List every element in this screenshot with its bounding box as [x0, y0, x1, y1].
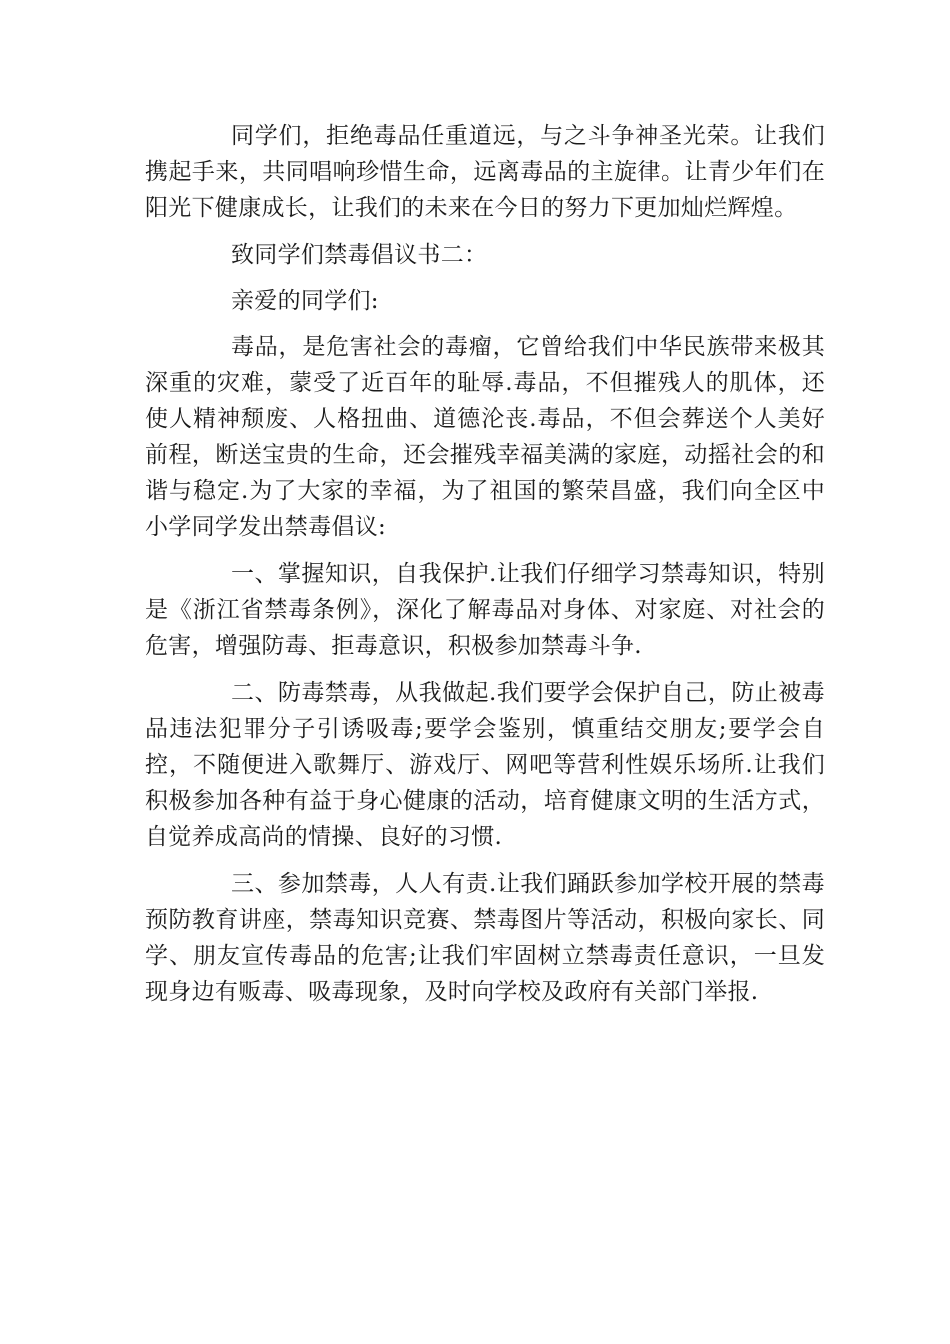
paragraph-point-two: 二、防毒禁毒，从我做起.我们要学会保护自己，防止被毒品违法犯罪分子引诱吸毒;要学会鉴别，慎重结交朋友;要学会自控，不随便进入歌舞厅、游戏厅、网吧等营利性娱乐场所.让我们积极参加各种有益于身心健康的活动，培育健康文明的生活方式，自觉养成高尚的情操、良好的习惯. [145, 680, 825, 850]
section-title: 致同学们禁毒倡议书二： [231, 242, 488, 268]
document-body [145, 118, 825, 1021]
paragraph-intro: 毒品，是危害社会的毒瘤，它曾给我们中华民族带来极其深重的灾难，蒙受了近百年的耻辱.毒品，不但摧残人的肌体，还使人精神颓废、人格扭曲、道德沦丧.毒品，不但会葬送个人美好前程，断送宝贵的生命，还会摧残幸福美满的家庭，动摇社会的和谐与稳定.为了大家的幸福，为了祖国的繁荣昌盛，我们向全区中小学同学发出禁毒倡议: [145, 334, 825, 540]
paragraph-closing: 同学们，拒绝毒品任重道远，与之斗争神圣光荣。让我们携起手来，共同唱响珍惜生命，远离毒品的主旋律。让青少年们在阳光下健康成长，让我们的未来在今日的努力下更加灿烂辉煌。 [145, 123, 825, 221]
paragraph-point-three: 三、参加禁毒，人人有责.让我们踊跃参加学校开展的禁毒预防教育讲座，禁毒知识竞赛、禁毒图片等活动，积极向家长、同学、朋友宣传毒品的危害;让我们牢固树立禁毒责任意识，一旦发现身边有贩毒、吸毒现象，及时向学校及政府有关部门举报. [145, 871, 825, 1005]
paragraph-point-one: 一、掌握知识，自我保护.让我们仔细学习禁毒知识，特别是《浙江省禁毒条例》，深化了解毒品对身体、对家庭、对社会的危害，增强防毒、拒毒意识，积极参加禁毒斗争. [145, 561, 825, 659]
salutation: 亲爱的同学们: [231, 288, 379, 314]
